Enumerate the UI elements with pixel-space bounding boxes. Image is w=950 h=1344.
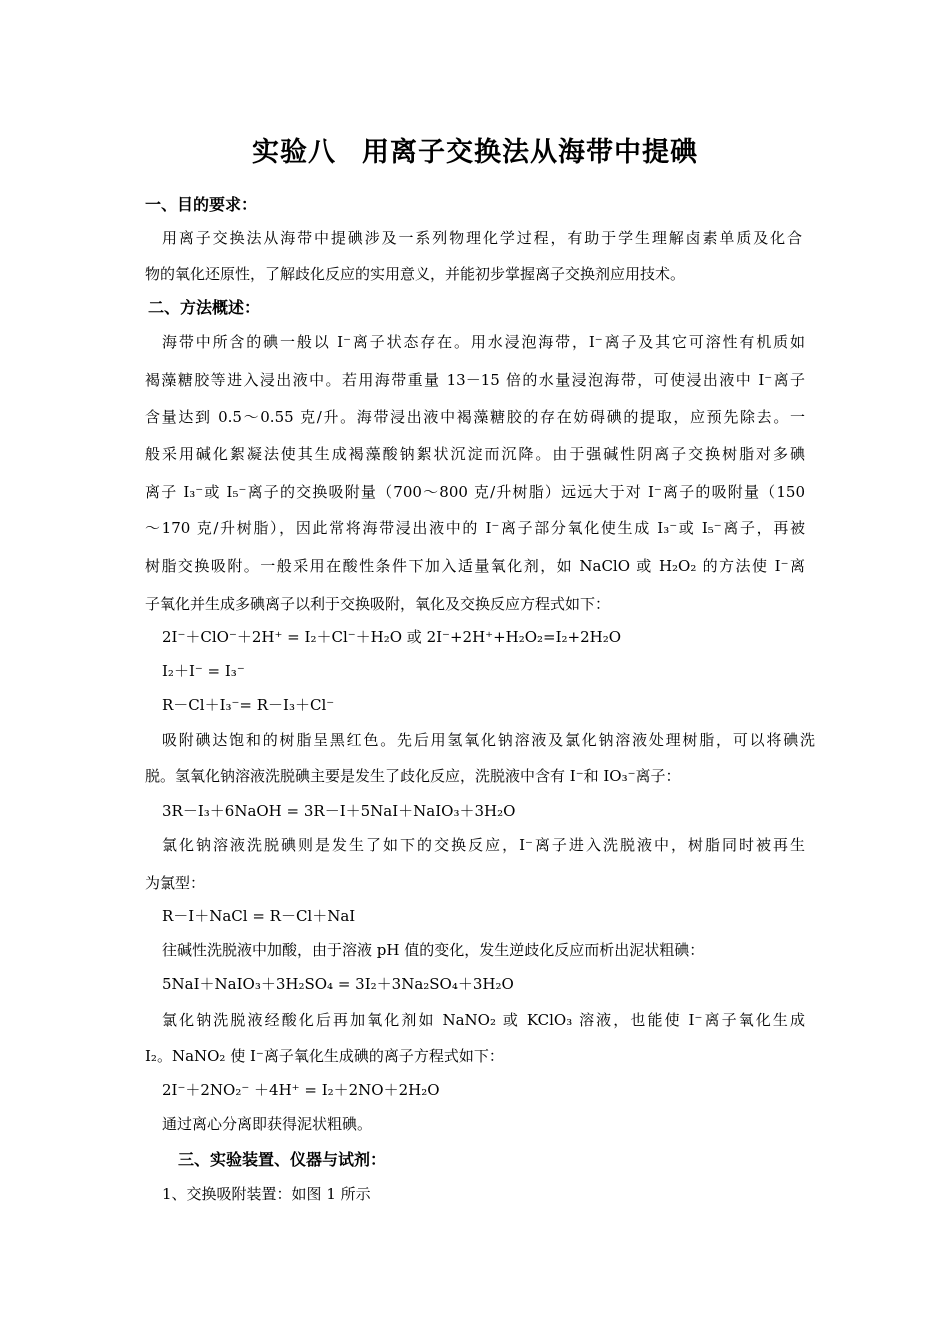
- purpose-line-1: 用离子交换法从海带中提碘涉及一系列物理化学过程，有助于学生理解卤素单质及化合: [162, 229, 802, 247]
- method-p1-line-3: 含量达到 0.5～0.55 克/升。海带浸出液中褐藻糖胶的存在妨碍碘的提取，应预先除去。一: [145, 408, 805, 426]
- purpose-line-2: 物的氧化还原性，了解歧化反应的实用意义，并能初步掌握离子交换剂应用技术。: [145, 265, 686, 283]
- method-p1-line-1: 海带中所含的碘一般以 I⁻离子状态存在。用水浸泡海带，I⁻离子及其它可溶性有机质如: [162, 333, 805, 351]
- method-p1-line-8: 子氧化并生成多碘离子以利于交换吸附，氧化及交换反应方程式如下：: [145, 595, 611, 613]
- method-p2-line-2: 脱。氢氧化钠溶液洗脱碘主要是发生了歧化反应，洗脱液中含有 I⁻和 IO₃⁻离子：: [145, 767, 681, 785]
- method-p4: 往碱性洗脱液中加酸，由于溶液 pH 值的变化，发生逆歧化反应而析出泥状粗碘：: [162, 941, 705, 959]
- method-p3-line-2: 为氯型：: [145, 874, 206, 892]
- equation-nacl-elution: R－I＋NaCl = R－Cl＋NaI: [162, 907, 356, 925]
- title-part2: 用离子交换法从海带中提碘: [362, 137, 698, 168]
- method-p5-line-1: 氯化钠洗脱液经酸化后再加氧化剂如 NaNO₂ 或 KClO₃ 溶液，也能使 I⁻离子氧化生成: [162, 1011, 805, 1029]
- method-p3-line-1: 氯化钠溶液洗脱碘则是发生了如下的交换反应，I⁻离子进入洗脱液中，树脂同时被再生: [162, 836, 805, 854]
- method-p1-line-2: 褐藻糖胶等进入浸出液中。若用海带重量 13－15 倍的水量浸泡海带，可使浸出液中 I⁻离子: [145, 371, 805, 389]
- method-p2-line-1: 吸附碘达饱和的树脂呈黑红色。先后用氢氧化钠溶液及氯化钠溶液处理树脂，可以将碘洗: [162, 731, 815, 749]
- title-part1: 实验八: [252, 137, 336, 168]
- equation-triiodide: I₂＋I⁻ = I₃⁻: [162, 662, 245, 680]
- equation-nitrite-oxidation: 2I⁻＋2NO₂⁻ ＋4H⁺ = I₂＋2NO＋2H₂O: [162, 1081, 440, 1099]
- equation-oxidation: 2I⁻＋ClO⁻＋2H⁺ = I₂＋Cl⁻＋H₂O 或 2I⁻+2H⁺+H₂O₂=I₂+2H₂O: [162, 628, 622, 646]
- section-heading-apparatus: 三、实验装置、仪器与试剂：: [178, 1150, 387, 1169]
- document-title: [0, 130, 950, 169]
- section-heading-method: 二、方法概述：: [148, 298, 261, 317]
- equation-reverse-disproportionation: 5NaI＋NaIO₃＋3H₂SO₄ = 3I₂＋3Na₂SO₄＋3H₂O: [162, 975, 514, 993]
- section-heading-purpose: 一、目的要求：: [145, 195, 258, 214]
- method-p1-line-5: 离子 I₃⁻或 I₅⁻离子的交换吸附量（700～800 克/升树脂）远远大于对 I⁻离子的吸附量（150: [145, 483, 805, 501]
- equation-exchange: R－Cl＋I₃⁻= R－I₃＋Cl⁻: [162, 696, 335, 714]
- method-p1-line-6: ～170 克/升树脂），因此常将海带浸出液中的 I⁻离子部分氧化使生成 I₃⁻或 I₅⁻离子，再被: [145, 519, 805, 537]
- method-p5-line-2: I₂。NaNO₂ 使 I⁻离子氧化生成碘的离子方程式如下：: [145, 1047, 504, 1065]
- equation-naoh-elution: 3R－I₃＋6NaOH = 3R－I＋5NaI＋NaIO₃＋3H₂O: [162, 802, 516, 820]
- method-p6: 通过离心分离即获得泥状粗碘。: [162, 1115, 373, 1133]
- apparatus-item-1: 1、交换吸附装置：如图 1 所示: [162, 1185, 371, 1203]
- method-p1-line-7: 树脂交换吸附。一般采用在酸性条件下加入适量氧化剂，如 NaClO 或 H₂O₂ 的方法使 I⁻离: [145, 557, 805, 575]
- method-p1-line-4: 般采用碱化絮凝法使其生成褐藻酸钠絮状沉淀而沉降。由于强碱性阴离子交换树脂对多碘: [145, 445, 805, 463]
